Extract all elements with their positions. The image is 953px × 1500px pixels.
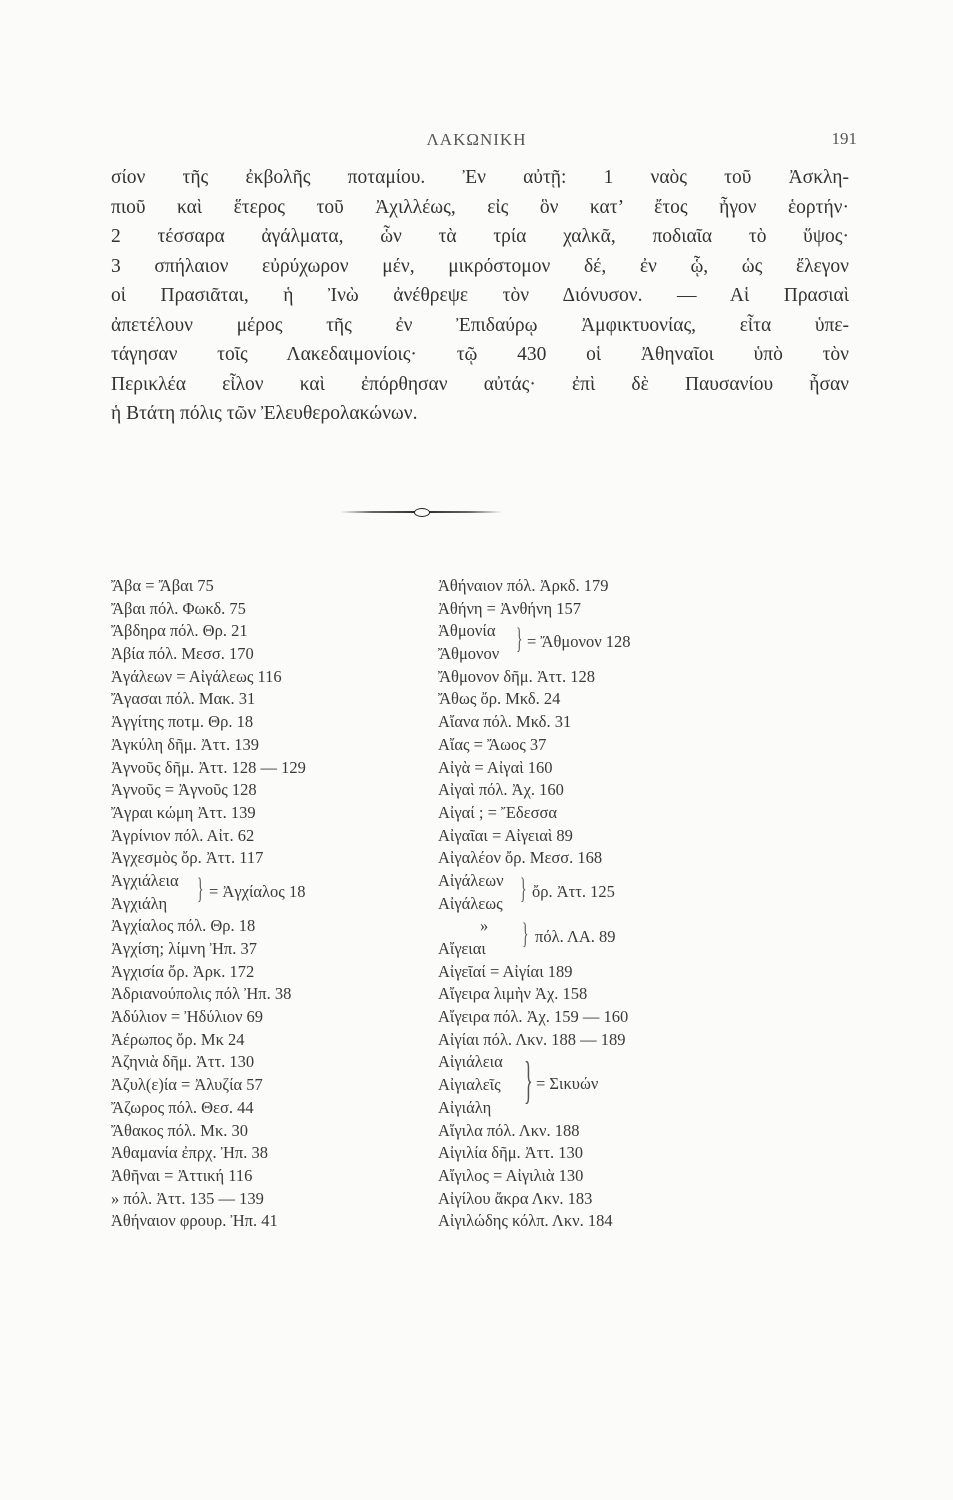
index-entry: Ἀθῆναι = Ἀττική 116 — [111, 1165, 253, 1185]
index-entry: Ἀγκύλη δῆμ. Ἀττ. 139 — [111, 734, 259, 754]
index-brace-target: = Ἀγχίαλος 18 — [209, 881, 306, 901]
brace-icon: } — [516, 622, 523, 656]
index-column-right — [438, 575, 768, 1233]
index-entry: Ἀγνοῦς δῆμ. Ἀττ. 128 — 129 — [111, 757, 306, 777]
index-brace-target: πόλ. ΛΑ. 89 — [535, 927, 616, 947]
index-entry: Ἀβία πόλ. Μεσσ. 170 — [111, 644, 254, 664]
page-number: 191 — [831, 129, 857, 148]
index-entry: » πόλ. Ἀττ. 135 — 139 — [111, 1188, 264, 1208]
index-entry: Αἴας = Ἄωος 37 — [438, 734, 547, 754]
index-entry: Αἰγιάλεια — [438, 1052, 503, 1072]
index-entry: Αἴγιλα πόλ. Λκν. 188 — [438, 1120, 580, 1140]
index-entry: Αἰγαῖαι = Αἰγειαὶ 89 — [438, 825, 573, 845]
index-column-left — [111, 575, 421, 1233]
index-entry: Ἄζωρος πόλ. Θεσ. 44 — [111, 1097, 254, 1117]
index-entry: Ἄβα = Ἄβαι 75 — [111, 576, 214, 595]
index-entry: Ἀθήναιον φρουρ. Ἠπ. 41 — [111, 1211, 278, 1231]
index-entry: Αἰγεῖαί = Αἰγίαι 189 — [438, 961, 573, 981]
index-entry: Ἄθακος πόλ. Μκ. 30 — [111, 1120, 249, 1140]
index-brace-group — [438, 870, 768, 915]
index-entry: Αἰγιαλεῖς — [438, 1075, 501, 1095]
index-entry: Αἰγίλου ἄκρα Λκν. 183 — [438, 1188, 593, 1208]
index-entry: Αἴγειρα πόλ. Ἀχ. 159 — 160 — [438, 1007, 629, 1027]
prose-line: 2 τέσσαρα ἀγάλματα, ὧν τὰ τρία χαλκᾶ, ποδιαῖα τὸ ὕψος· — [111, 226, 849, 247]
brace-icon: } — [520, 871, 527, 905]
index-entry: Ἄθμονον — [438, 644, 500, 664]
index-entry: Αἰγαλέον ὄρ. Μεσσ. 168 — [438, 848, 603, 868]
index-entry: Ἀγχιάλη — [111, 893, 168, 913]
divider-ornament — [414, 508, 430, 517]
index-entry: Ἀθμονία — [438, 621, 496, 641]
index-entry: Ἀθήναιον πόλ. Ἀρκδ. 179 — [438, 576, 609, 595]
prose-line: Περικλέα εἶλον καὶ ἐπόρθησαν αὐτάς· ἐπὶ δὲ Παυσανίου ἦσαν — [111, 373, 849, 395]
index-entry: Ἀδριανούπολις πόλ Ἠπ. 38 — [111, 984, 292, 1004]
index-entry: Ἄβδηρα πόλ. Θρ. 21 — [111, 621, 248, 641]
index-entry: Αἰγὰ = Αἰγαὶ 160 — [438, 757, 553, 777]
index-entry: Αἰγιάλη — [438, 1097, 492, 1117]
index-entry: Ἀγχισία ὄρ. Ἀρκ. 172 — [111, 961, 255, 981]
brace-icon: } — [524, 1052, 533, 1110]
prose-line: τάγησαν τοῖς Λακεδαιμονίοις· τῷ 430 οἱ Ἀθηναῖοι ὑπὸ τὸν — [111, 344, 849, 365]
index-entry: Ἄβαι πόλ. Φωκδ. 75 — [111, 598, 246, 618]
index-entry: Ἀγγίτης ποτμ. Θρ. 18 — [111, 712, 254, 732]
index-brace-target: = Ἄθμονον 128 — [527, 632, 631, 652]
ditto-mark: » — [480, 916, 489, 936]
index-entry: Ἀέρωπος ὄρ. Μκ 24 — [111, 1029, 245, 1049]
index-entry: Ἀγχιάλεια — [111, 870, 179, 890]
index-entry: Ἄθως ὄρ. Μκδ. 24 — [438, 689, 561, 709]
index-entry: Ἀδύλιον = Ἠδύλιον 69 — [111, 1007, 264, 1027]
prose-line: πιοῦ καὶ ἕτερος τοῦ Ἀχιλλέως, εἰς ὃν κατ’ ἔτος ἦγον ἑορτήν· — [111, 196, 849, 218]
prose-line: οἱ Πρασιᾶται, ἡ Ἰνὼ ἀνέθρεψε τὸν Διόνυσον. — Αἱ Πρασιαὶ — [111, 285, 849, 306]
prose-line: σίον τῆς ἐκβολῆς ποταμίου. Ἐν αὐτῇ: 1 ναὸς τοῦ Ἀσκλη- — [111, 167, 849, 188]
prose-paragraph — [111, 163, 849, 429]
index-entry: Αἰγαί ; = Ἔδεσσα — [438, 802, 558, 822]
index-entry: Αἰγάλεων — [438, 870, 504, 890]
index-entry: Αἴανα πόλ. Μκδ. 31 — [438, 712, 572, 732]
index-entry: Αἰγιλία δῆμ. Ἀττ. 130 — [438, 1143, 583, 1163]
index-brace-group — [438, 1051, 768, 1119]
index-entry: Ἀγχίαλος πόλ. Θρ. 18 — [111, 916, 256, 936]
running-title: ΛΑΚΩΝΙΚΗ — [426, 130, 527, 149]
index-entry: Αἴγειρα λιμὴν Ἀχ. 158 — [438, 984, 588, 1004]
index-entry: Ἀθήνη = Ἀνθήνη 157 — [438, 598, 581, 618]
index-entry: Αἰγάλεως — [438, 893, 503, 913]
index-entry: Ἀγάλεων = Αἰγάλεως 116 — [111, 666, 282, 686]
index-brace-target: ὄρ. Ἀττ. 125 — [532, 881, 615, 901]
prose-line: ἀπετέλουν μέρος τῆς ἐν Ἐπιδαύρῳ Ἀμφικτυονίας, εἶτα ὑπε- — [111, 314, 849, 336]
index-entry: Αἴγιλος = Αἰγιλιὰ 130 — [438, 1165, 584, 1185]
index-entry: Ἁγνοῦς = Ἀγνοῦς 128 — [111, 780, 257, 800]
brace-icon: } — [197, 871, 204, 905]
index-entry: Ἄθμονον δῆμ. Ἀττ. 128 — [438, 666, 596, 686]
index-entry: Αἴγειαι — [438, 939, 486, 959]
index-entry: Ἀζηνιὰ δῆμ. Ἀττ. 130 — [111, 1052, 255, 1072]
index-brace-group — [111, 870, 421, 915]
index-entry: Ἀγρίνιον πόλ. Αἰτ. 62 — [111, 825, 255, 845]
prose-line: 3 σπήλαιον εὐρύχωρον μέν, μικρόστομον δέ, ἐν ᾧ, ὡς ἔλεγον — [111, 255, 849, 277]
index-entry: Αἰγιλώδης κόλπ. Λκν. 184 — [438, 1211, 613, 1231]
index-brace-target: = Σικυών — [536, 1074, 599, 1094]
prose-line: ἡ Βτάτη πόλις τῶν Ἐλευθερολακώνων. — [111, 403, 418, 424]
index-entry: Ἄγασαι πόλ. Μακ. 31 — [111, 689, 256, 709]
index-brace-group — [438, 620, 768, 665]
index-entry: Αἰγαὶ πόλ. Ἀχ. 160 — [438, 780, 564, 800]
brace-icon: } — [522, 917, 529, 951]
index-entry: Αἰγίαι πόλ. Λκν. 188 — 189 — [438, 1029, 626, 1049]
index-entry: Ἄγραι κώμη Ἀττ. 139 — [111, 802, 256, 822]
index-entry: Ἀζυλ(ε)ία = Ἀλυζία 57 — [111, 1075, 263, 1095]
index-entry: Ἀγχίση; λίμνη Ἠπ. 37 — [111, 939, 257, 959]
index-entry: Ἀθαμανία ἐπρχ. Ἠπ. 38 — [111, 1143, 268, 1163]
index-brace-group — [438, 915, 768, 960]
index-entry: Ἀγχεσμὸς ὄρ. Ἀττ. 117 — [111, 848, 264, 868]
